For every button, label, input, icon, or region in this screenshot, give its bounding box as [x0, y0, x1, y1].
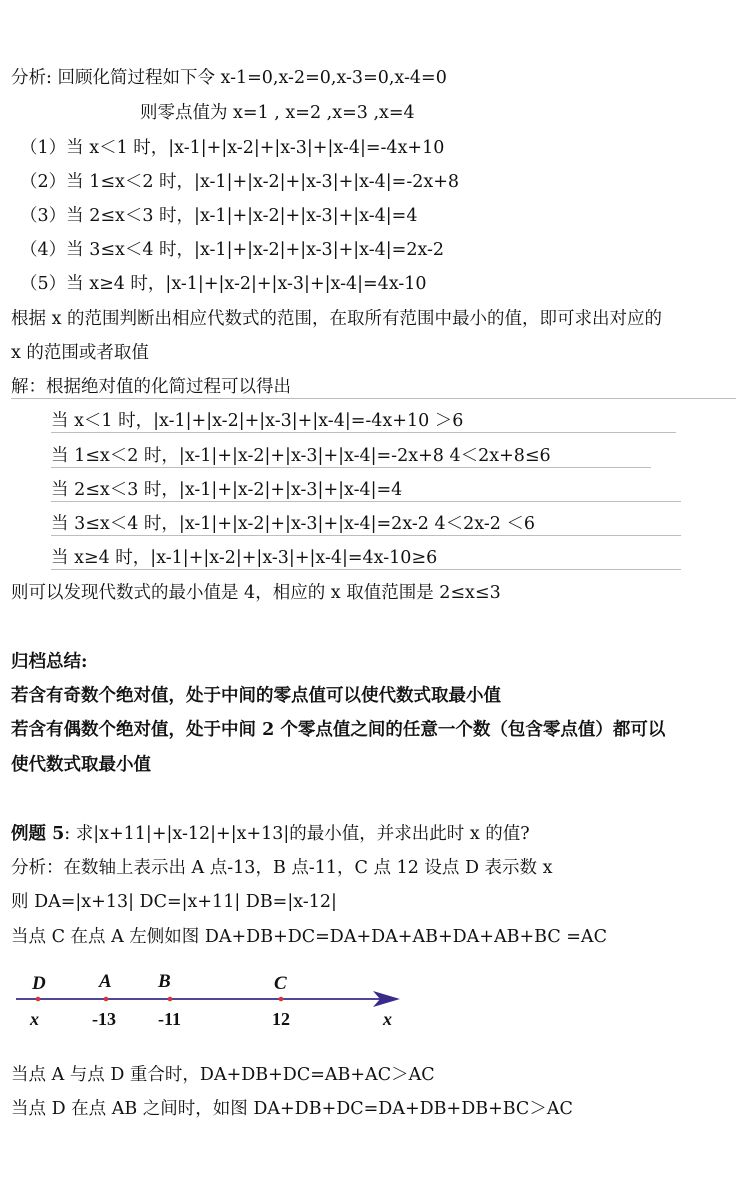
solution-case-4: 当 3≤x＜4 时，|x-1|+|x-2|+|x-3|+|x-4|=2x-2 4＜2x-2 ＜6 — [51, 513, 681, 536]
example-label: 例题 5 — [11, 824, 65, 844]
summary-line2: 若含有偶数个绝对值，处于中间 2 个零点值之间的任意一个数（包含零点值）都可以 — [11, 720, 666, 740]
solution-case-5: 当 x≥4 时，|x-1|+|x-2|+|x-3|+|x-4|=4x-10≥6 — [51, 547, 681, 570]
point-d-value: x — [30, 1009, 39, 1029]
example-case-c-left: 当点 C 在点 A 左侧如图 DA+DB+DC=DA+DA+AB+DA+AB+BC =AC — [11, 927, 607, 947]
example-case-between: 当点 D 在点 AB 之间时，如图 DA+DB+DC=DA+DB+DB+BC＞AC — [11, 1099, 573, 1119]
solution-intro: 解：根据绝对值的化简过程可以得出 — [11, 376, 736, 399]
summary-line3: 使代数式取最小值 — [11, 755, 151, 775]
point-c-dot — [279, 997, 284, 1002]
solution-case-3: 当 2≤x＜3 时，|x-1|+|x-2|+|x-3|+|x-4|=4 — [51, 479, 681, 502]
summary-title: 归档总结: — [11, 652, 88, 672]
zero-values: 则零点值为 x=1 , x=2 ,x=3 ,x=4 — [140, 103, 415, 123]
example-distances: 则 DA=|x+13| DC=|x+11| DB=|x-12| — [11, 892, 337, 912]
axis-label: x — [383, 1009, 392, 1029]
example-analysis: 分析：在数轴上表示出 A 点-13，B 点-11，C 点 12 设点 D 表示数 x — [11, 858, 553, 878]
point-c-label: C — [274, 973, 287, 994]
solution-case-2: 当 1≤x＜2 时，|x-1|+|x-2|+|x-3|+|x-4|=-2x+8 4＜2x+8≤6 — [51, 445, 651, 468]
point-a-dot — [104, 997, 109, 1002]
point-d-label: D — [32, 973, 46, 994]
point-b-dot — [168, 997, 173, 1002]
case-1: （1）当 x＜1 时，|x-1|+|x-2|+|x-3|+|x-4|=-4x+10 — [20, 138, 445, 158]
solution-conclusion: 则可以发现代数式的最小值是 4，相应的 x 取值范围是 2≤x≤3 — [11, 583, 501, 603]
analysis-note-line1: 根据 x 的范围判断出相应代数式的范围，在取所有范围中最小的值，即可求出对应的 — [11, 309, 662, 329]
case-3: （3）当 2≤x＜3 时，|x-1|+|x-2|+|x-3|+|x-4|=4 — [20, 206, 418, 226]
solution-case-1: 当 x＜1 时，|x-1|+|x-2|+|x-3|+|x-4|=-4x+10 ＞6 — [51, 410, 676, 433]
case-5: （5）当 x≥4 时，|x-1|+|x-2|+|x-3|+|x-4|=4x-10 — [20, 274, 427, 294]
point-a-label: A — [99, 971, 112, 992]
case-2: （2）当 1≤x＜2 时，|x-1|+|x-2|+|x-3|+|x-4|=-2x+8 — [20, 172, 460, 192]
example-question: : 求|x+11|+|x-12|+|x+13|的最小值，并求出此时 x 的值? — [64, 824, 530, 844]
point-a-value: -13 — [92, 1009, 116, 1029]
case-4: （4）当 3≤x＜4 时，|x-1|+|x-2|+|x-3|+|x-4|=2x-2 — [20, 240, 445, 260]
summary-line1: 若含有奇数个绝对值，处于中间的零点值可以使代数式取最小值 — [11, 686, 501, 706]
analysis-intro: 分析: 回顾化简过程如下令 x-1=0,x-2=0,x-3=0,x-4=0 — [11, 68, 447, 88]
point-c-value: 12 — [272, 1009, 290, 1029]
example-case-coincide: 当点 A 与点 D 重合时，DA+DB+DC=AB+AC＞AC — [11, 1065, 435, 1085]
point-d-dot — [36, 997, 41, 1002]
analysis-note-line2: x 的范围或者取值 — [11, 343, 149, 363]
point-b-label: B — [158, 971, 171, 992]
point-b-value: -11 — [158, 1009, 182, 1029]
